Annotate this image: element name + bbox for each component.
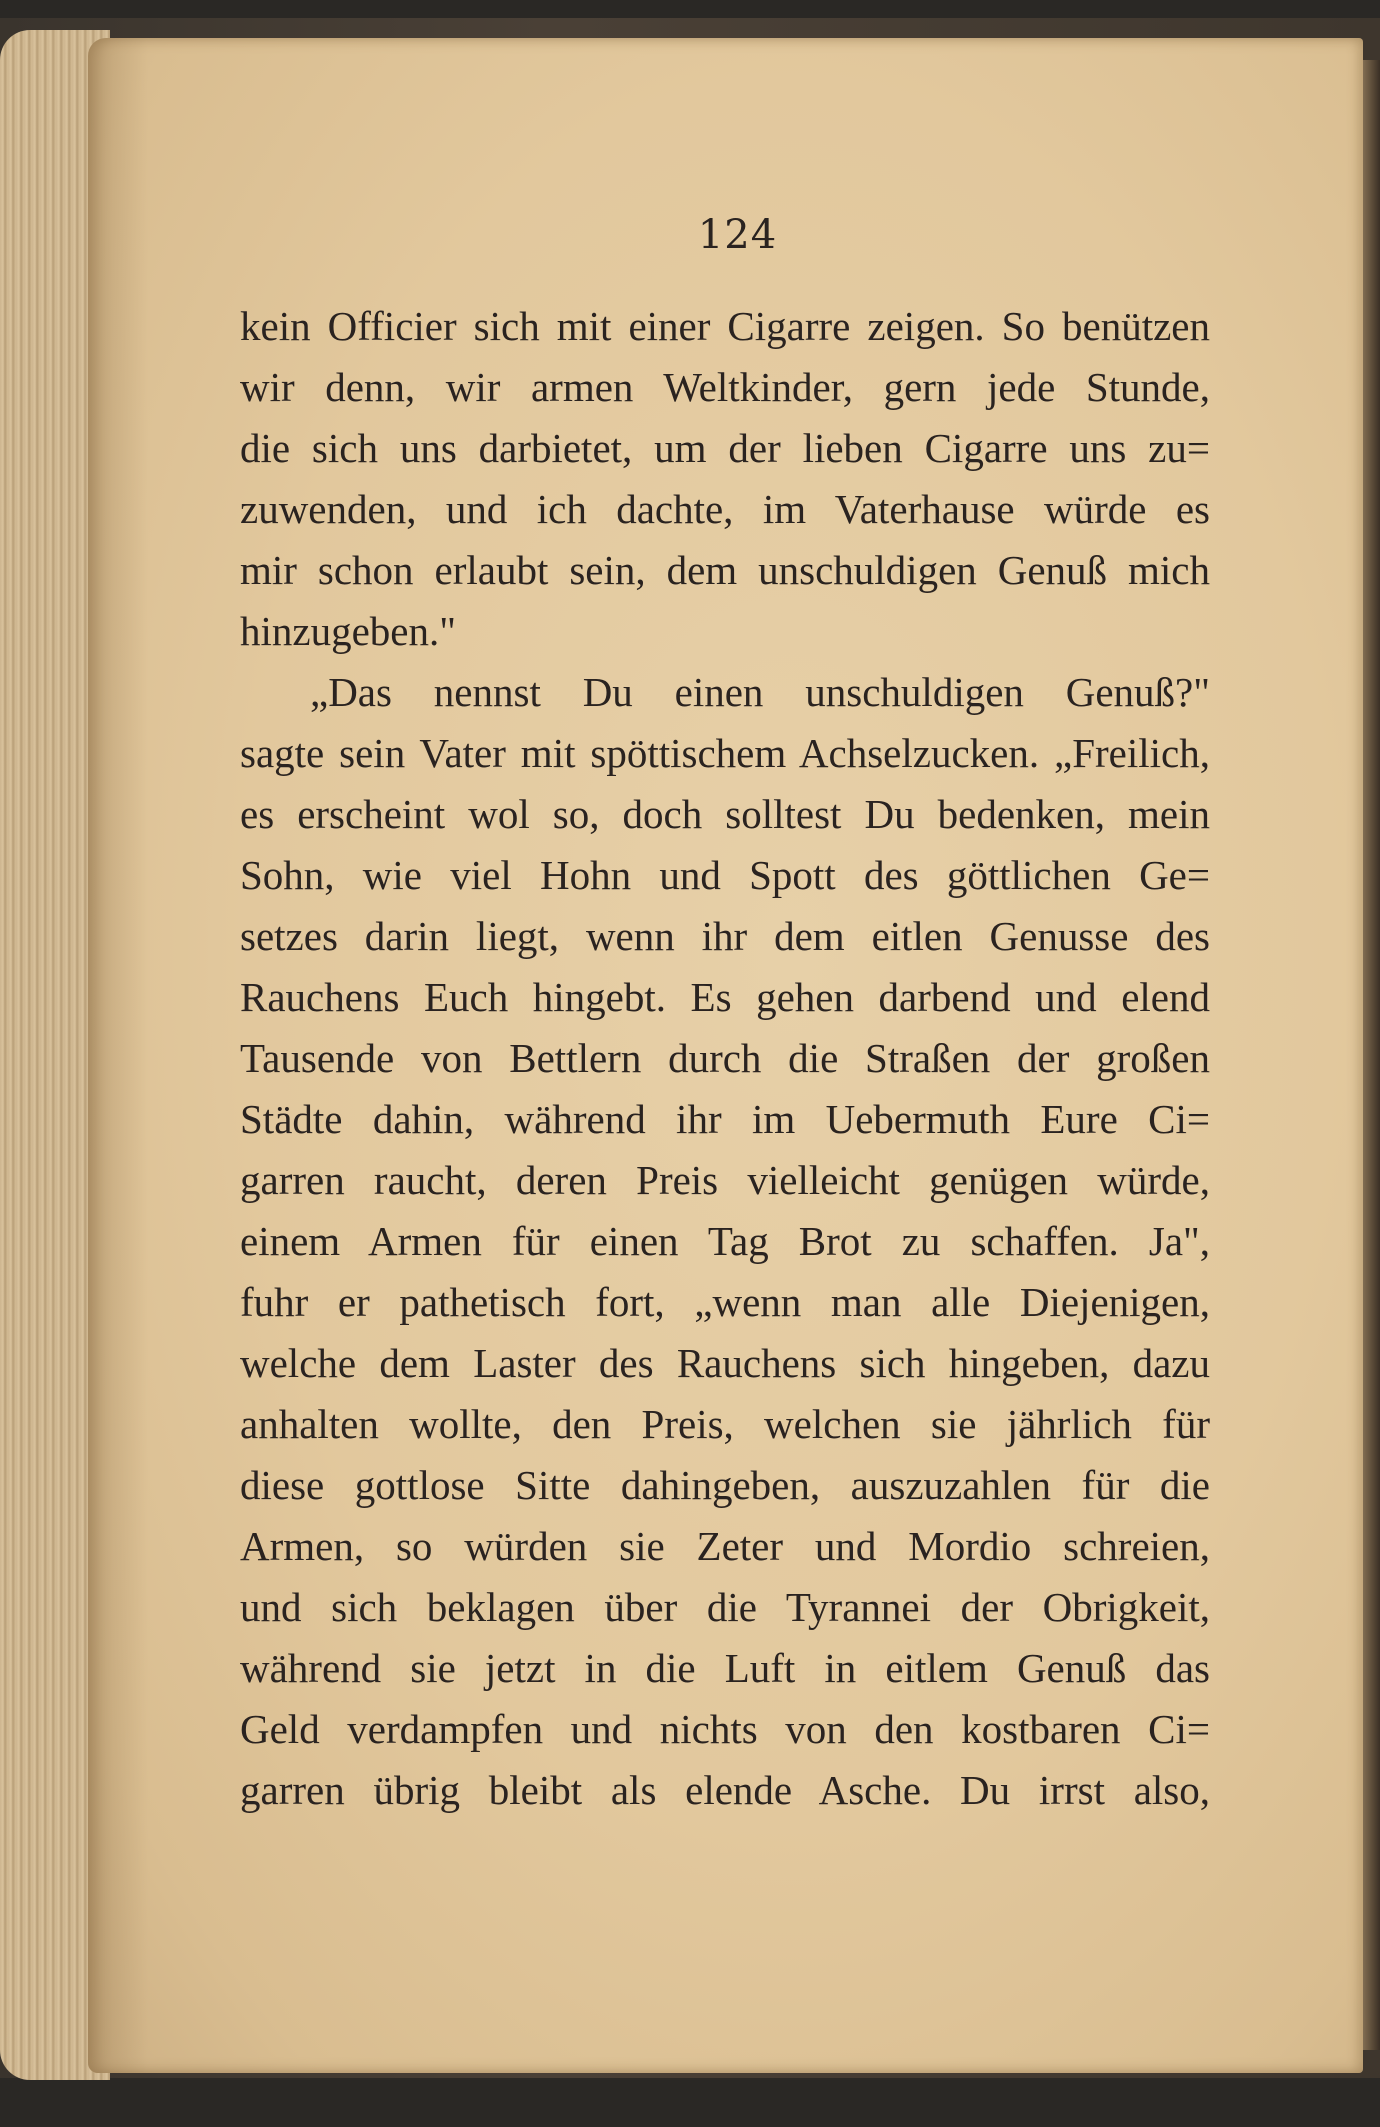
page-text [240,296,1210,1821]
text-line: und sich beklagen über die Tyrannei der Obrigkeit, [240,1584,1210,1630]
text-line: garren übrig bleibt als elende Asche. Du irrst also, [240,1767,1210,1813]
text-line: zuwenden, und ich dachte, im Vaterhause würde es [240,486,1210,532]
text-line: sagte sein Vater mit spöttischem Achselzucken. „Freilich, [240,730,1210,776]
text-line: Armen, so würden sie Zeter und Mordio schreien, [240,1523,1210,1569]
text-line: anhalten wollte, den Preis, welchen sie jährlich für [240,1401,1210,1447]
text-line: diese gottlose Sitte dahingeben, auszuzahlen für die [240,1462,1210,1508]
text-line: setzes darin liegt, wenn ihr dem eitlen Genusse des [240,913,1210,959]
text-line: welche dem Laster des Rauchens sich hingeben, dazu [240,1340,1210,1386]
text-line: fuhr er pathetisch fort, „wenn man alle Diejenigen, [240,1279,1210,1325]
scan-bottom-border [0,2080,1380,2127]
text-line: während sie jetzt in die Luft in eitlem Genuß das [240,1645,1210,1691]
text-line: mir schon erlaubt sein, dem unschuldigen Genuß mich [240,547,1210,593]
gutter-shadow [88,38,148,2073]
text-line: Städte dahin, während ihr im Uebermuth Eure Ci= [240,1096,1210,1142]
text-line: hinzugeben." [240,608,456,654]
text-line: Rauchens Euch hingebt. Es gehen darbend und elend [240,974,1210,1020]
text-line: einem Armen für einen Tag Brot zu schaffen. Ja", [240,1218,1210,1264]
text-line: es erscheint wol so, doch solltest Du bedenken, mein [240,791,1210,837]
text-line: Geld verdampfen und nichts von den kostbaren Ci= [240,1706,1210,1752]
text-line: Tausende von Bettlern durch die Straßen der großen [240,1035,1210,1081]
text-line: kein Officier sich mit einer Cigarre zeigen. So benützen [240,303,1210,349]
text-line: Sohn, wie viel Hohn und Spott des göttlichen Ge= [240,852,1210,898]
text-line: „Das nennst Du einen unschuldigen Genuß?" [310,669,1210,715]
text-line: die sich uns darbietet, um der lieben Cigarre uns zu= [240,425,1210,471]
page-number: 124 [697,212,778,258]
text-line: wir denn, wir armen Weltkinder, gern jede Stunde, [240,364,1210,410]
text-line: garren raucht, deren Preis vielleicht genügen würde, [240,1157,1210,1203]
